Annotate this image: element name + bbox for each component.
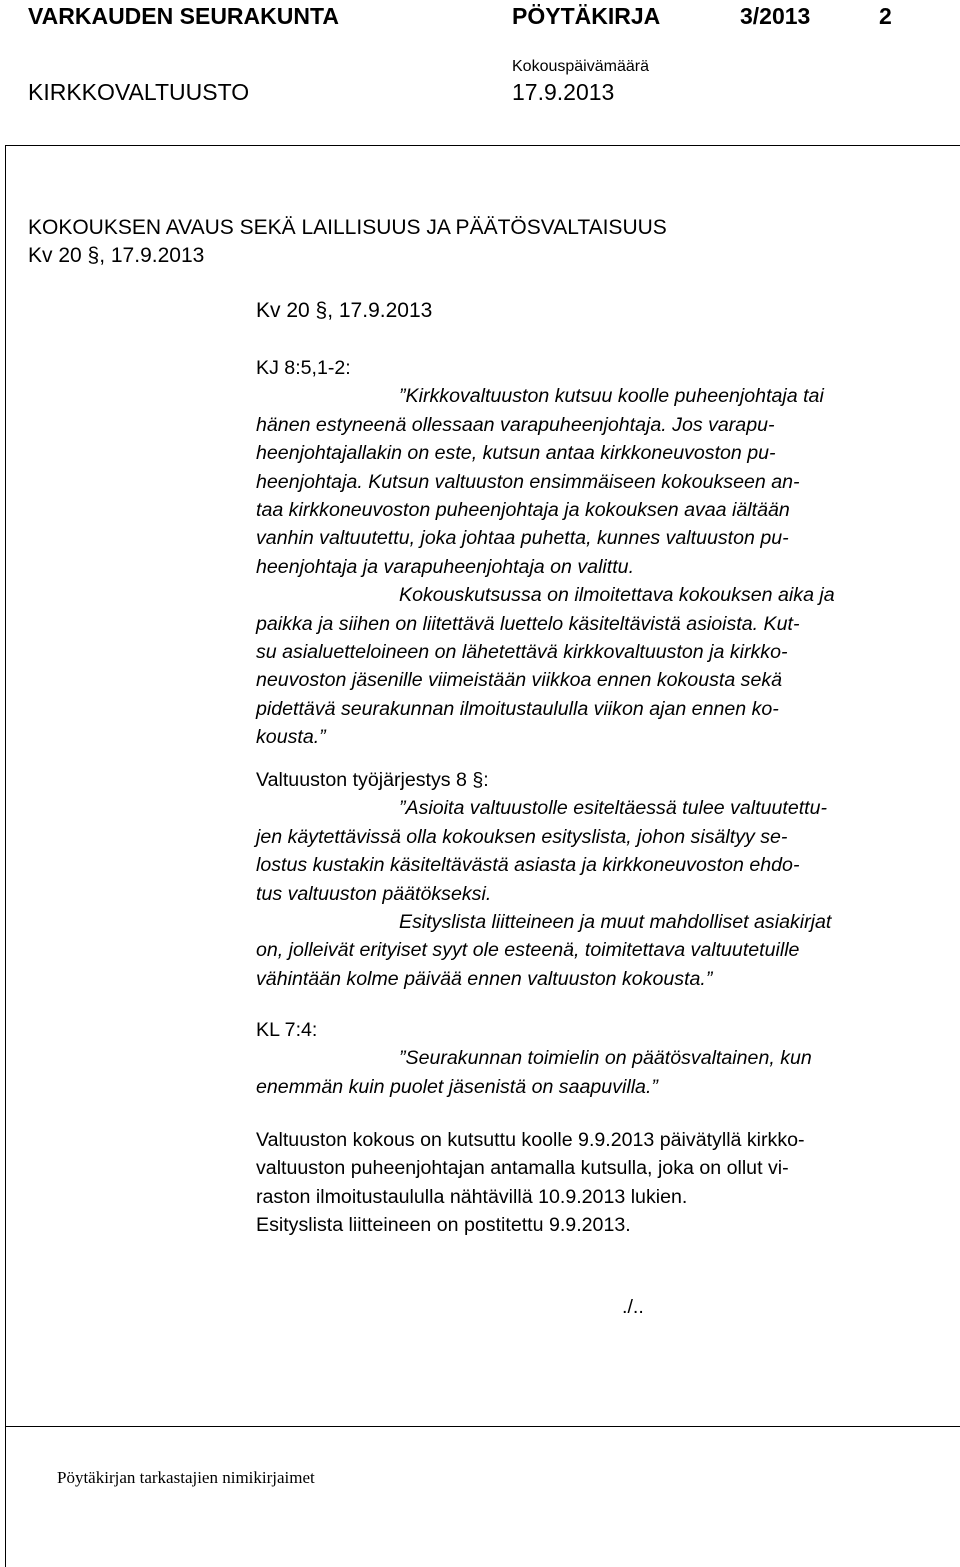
quote-line: lostus kustakin käsiteltävästä asiasta ja kirkkoneuvoston ehdo- — [256, 854, 800, 877]
quote-line: Kokouskutsussa on ilmoitettava kokouksen aika ja — [399, 584, 835, 607]
quote-line: taa kirkkoneuvoston puheenjohtaja ja kokouksen avaa iältään — [256, 498, 790, 521]
quote-line: pidettävä seurakunnan ilmoitustaululla viikon ajan ennen ko- — [256, 697, 779, 720]
date-label: Kokouspäivämäärä — [512, 58, 649, 75]
quote-line: vähintään kolme päivää ennen valtuuston kokousta.” — [256, 967, 713, 990]
kj-label: KJ 8:5,1-2: — [256, 357, 351, 379]
document-type: PÖYTÄKIRJA — [512, 3, 661, 29]
signature-label: Pöytäkirjan tarkastajien nimikirjaimet — [57, 1468, 315, 1487]
quote-line: enemmän kuin puolet jäsenistä on saapuvilla.” — [256, 1075, 658, 1098]
item-reference: Kv 20 §, 17.9.2013 — [256, 299, 433, 322]
footer-divider — [5, 1426, 960, 1427]
body-name: KIRKKOVALTUUSTO — [28, 79, 250, 105]
quote-line: neuvoston jäsenille viimeistään viikkoa ennen kokousta sekä — [256, 669, 783, 692]
quote-line: hänen estyneenä ollessaan varapuheenjohtaja. Jos varapu- — [256, 413, 775, 436]
quote-line: heenjohtaja. Kutsun valtuuston ensimmäiseen kokoukseen an- — [256, 470, 800, 493]
statement-line: Esityslista liitteineen on postitettu 9.9.2013. — [256, 1214, 631, 1237]
quote-line: vanhin valtuutettu, joka johtaa puhetta, kunnes valtuuston pu- — [256, 527, 789, 550]
quote-line: ”Seurakunnan toimielin on päätösvaltainen, kun — [399, 1047, 812, 1070]
quote-line: kousta.” — [256, 726, 326, 749]
tj-citation — [256, 766, 906, 993]
kl-citation — [256, 1016, 906, 1101]
quote-line: jen käytettävissä olla kokouksen esityslista, johon sisältyy se- — [256, 825, 788, 848]
section-title: KOKOUKSEN AVAUS SEKÄ LAILLISUUS JA PÄÄTÖSVALTAISUUS — [28, 216, 667, 239]
quote-line: on, jolleivät erityiset syyt ole esteenä, toimitettava valtuutetuille — [256, 939, 800, 962]
organization-name: VARKAUDEN SEURAKUNTA — [28, 3, 339, 29]
quote-line: heenjohtaja ja varapuheenjohtaja on valittu. — [256, 555, 635, 578]
statement-line: valtuuston puheenjohtajan antamalla kutsulla, joka on ollut vi- — [256, 1157, 789, 1180]
meeting-date: 17.9.2013 — [512, 79, 615, 105]
quote-line: su asialuetteloineen on lähetettävä kirkkovaltuuston ja kirkko- — [256, 640, 788, 663]
quote-line: tus valtuuston päätökseksi. — [256, 882, 492, 905]
kj-citation — [256, 354, 906, 751]
meeting-statement — [256, 1126, 906, 1240]
statement-line: Valtuuston kokous on kutsuttu koolle 9.9.2013 päivätyllä kirkko- — [256, 1129, 805, 1151]
quote-line: heenjohtajallakin on este, kutsun antaa kirkkoneuvoston pu- — [256, 442, 776, 465]
kl-label: KL 7:4: — [256, 1019, 318, 1041]
quote-line: ”Asioita valtuustolle esiteltäessä tulee valtuutettu- — [399, 797, 828, 820]
page-number: 2 — [879, 3, 892, 29]
statement-line: raston ilmoitustaululla nähtävillä 10.9.2013 lukien. — [256, 1185, 688, 1208]
quote-line: paikka ja siihen on liitettävä luettelo käsiteltävistä asioista. Kut- — [256, 612, 800, 635]
document-number: 3/2013 — [740, 3, 811, 29]
quote-line: ”Kirkkovaltuuston kutsuu koolle puheenjohtaja tai — [399, 385, 824, 408]
quote-line: Esityslista liitteineen ja muut mahdolliset asiakirjat — [399, 910, 832, 933]
continuation-mark: ./.. — [622, 1296, 644, 1318]
tj-label: Valtuuston työjärjestys 8 §: — [256, 769, 489, 791]
section-reference: Kv 20 §, 17.9.2013 — [28, 244, 205, 267]
